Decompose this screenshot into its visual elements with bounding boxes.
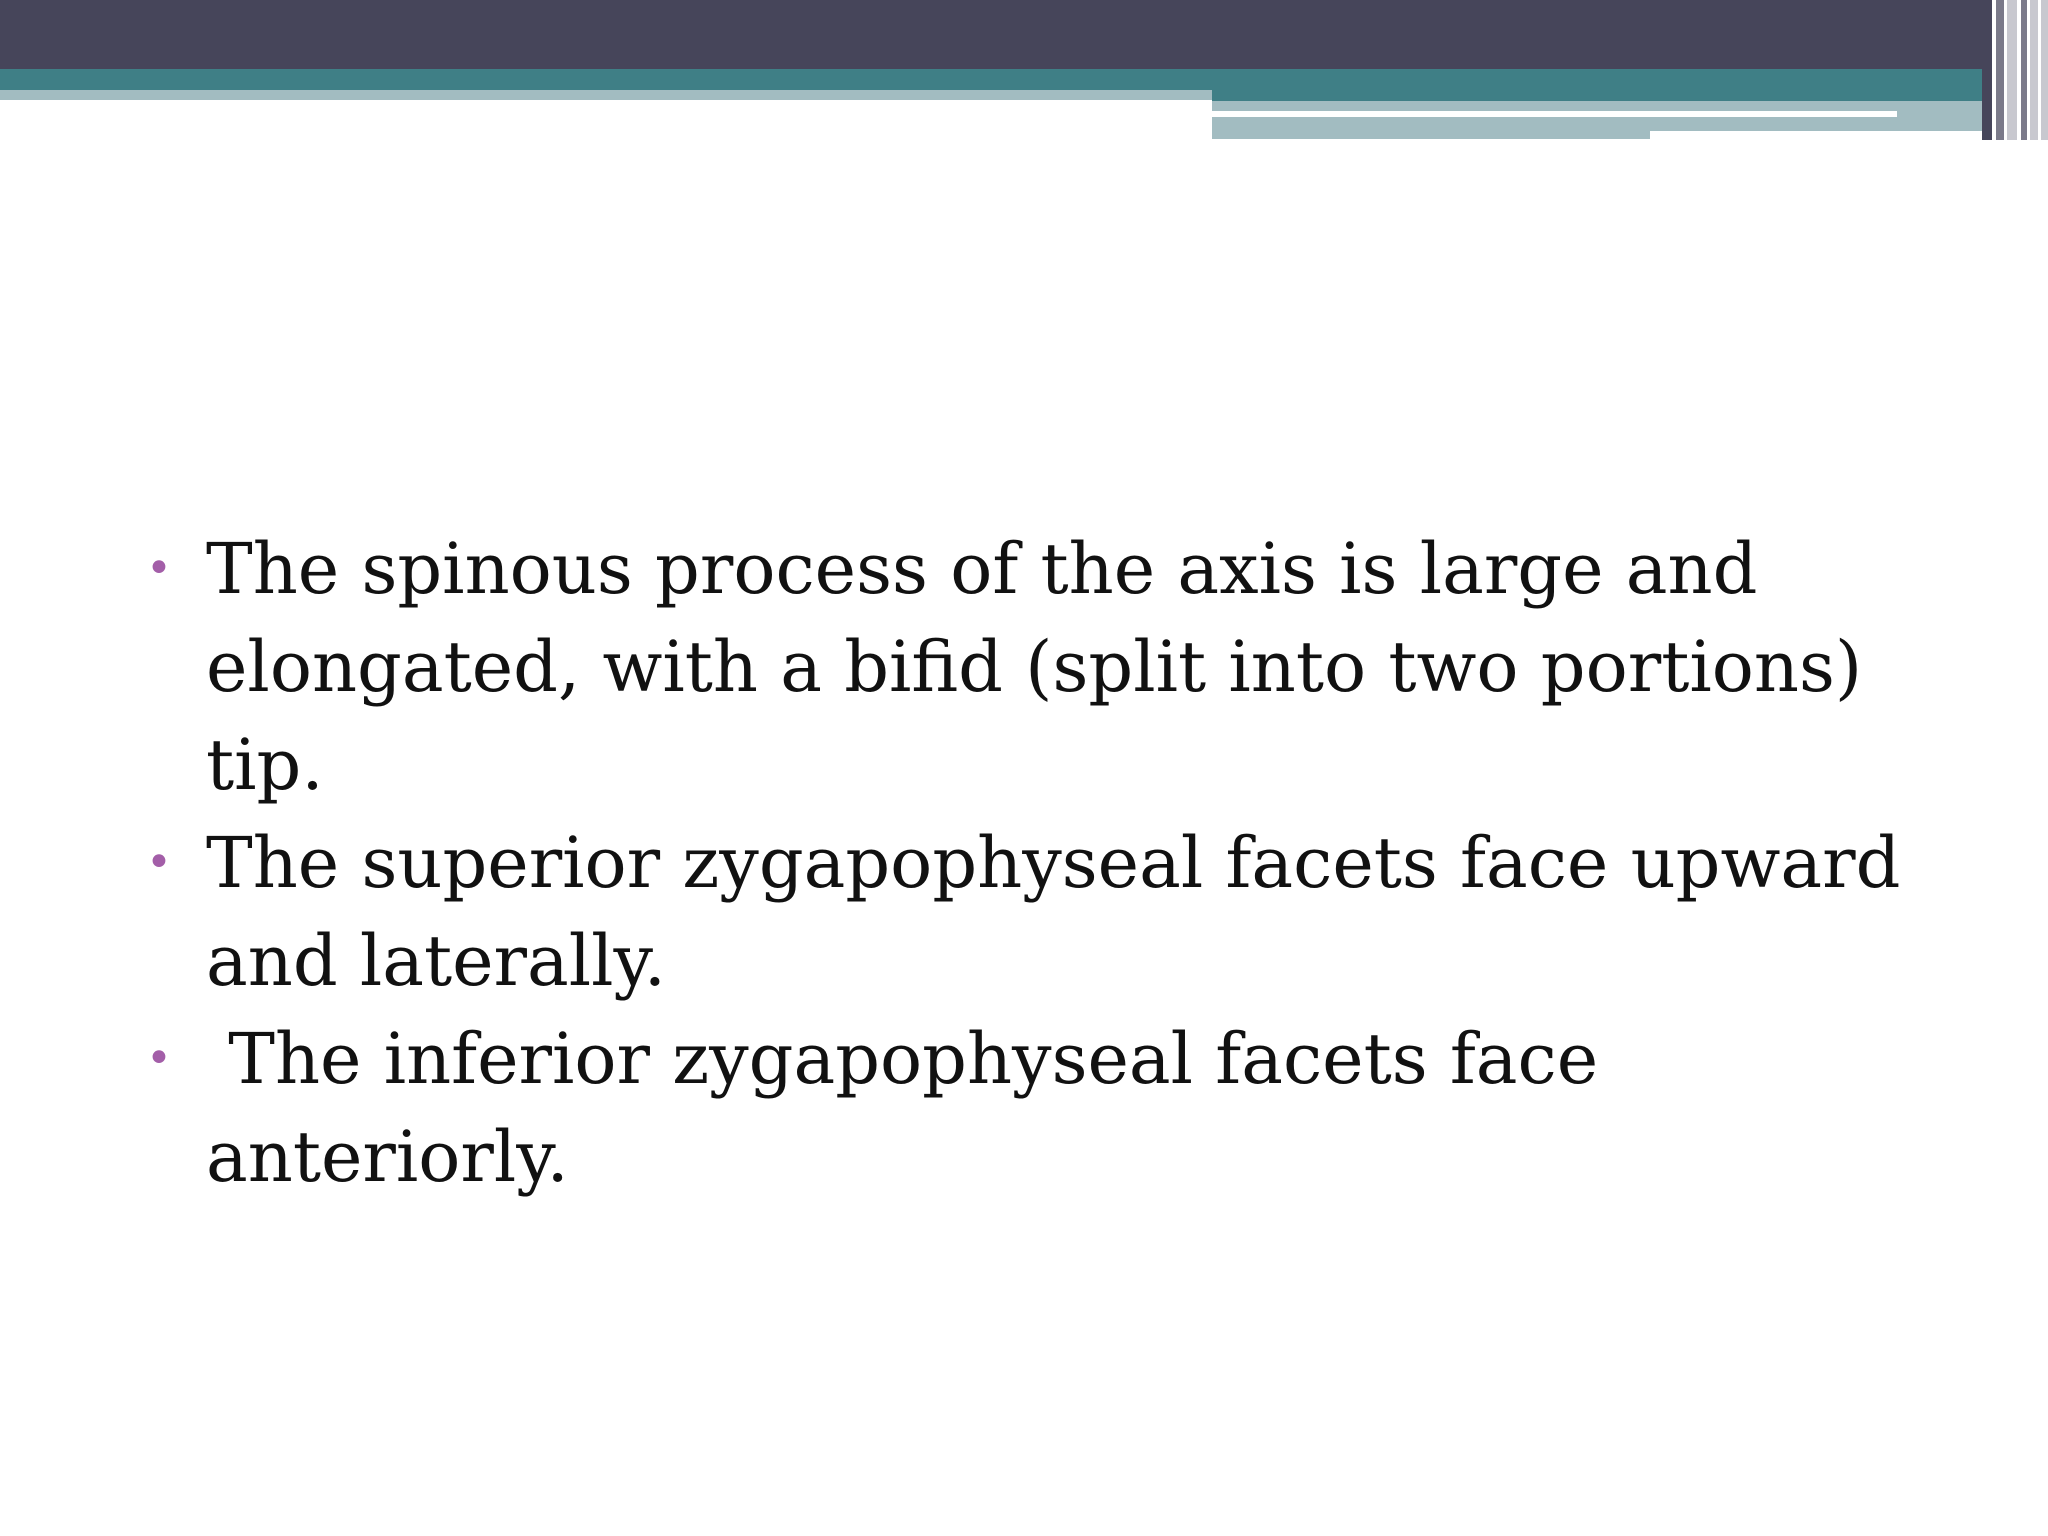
bullet-item [146, 1010, 1926, 1206]
header-band-teal-right [1212, 69, 2048, 101]
bullet-text: The superior zygapophyseal facets face upward and laterally. [206, 822, 1901, 1002]
bullet-marker: • [146, 1033, 172, 1084]
bullet-list [146, 520, 1926, 1206]
header-band-dark [0, 0, 2048, 69]
header-band-light-left [0, 90, 1212, 100]
header-vertical-stripes [1982, 0, 2048, 140]
bullet-text: The inferior zygapophyseal facets face anteriorly. [206, 1018, 1621, 1198]
bullet-marker: • [146, 543, 172, 594]
header-accent-line [1212, 111, 1897, 117]
bullet-marker: • [146, 837, 172, 888]
bullet-text: The spinous process of the axis is large and elongated, with a bifid (split into two portions) tip. [206, 528, 1863, 806]
header-band-teal-left [0, 69, 1212, 90]
bullet-item [146, 520, 1926, 814]
bullet-item [146, 814, 1926, 1010]
header-accent-line [1650, 131, 2012, 139]
